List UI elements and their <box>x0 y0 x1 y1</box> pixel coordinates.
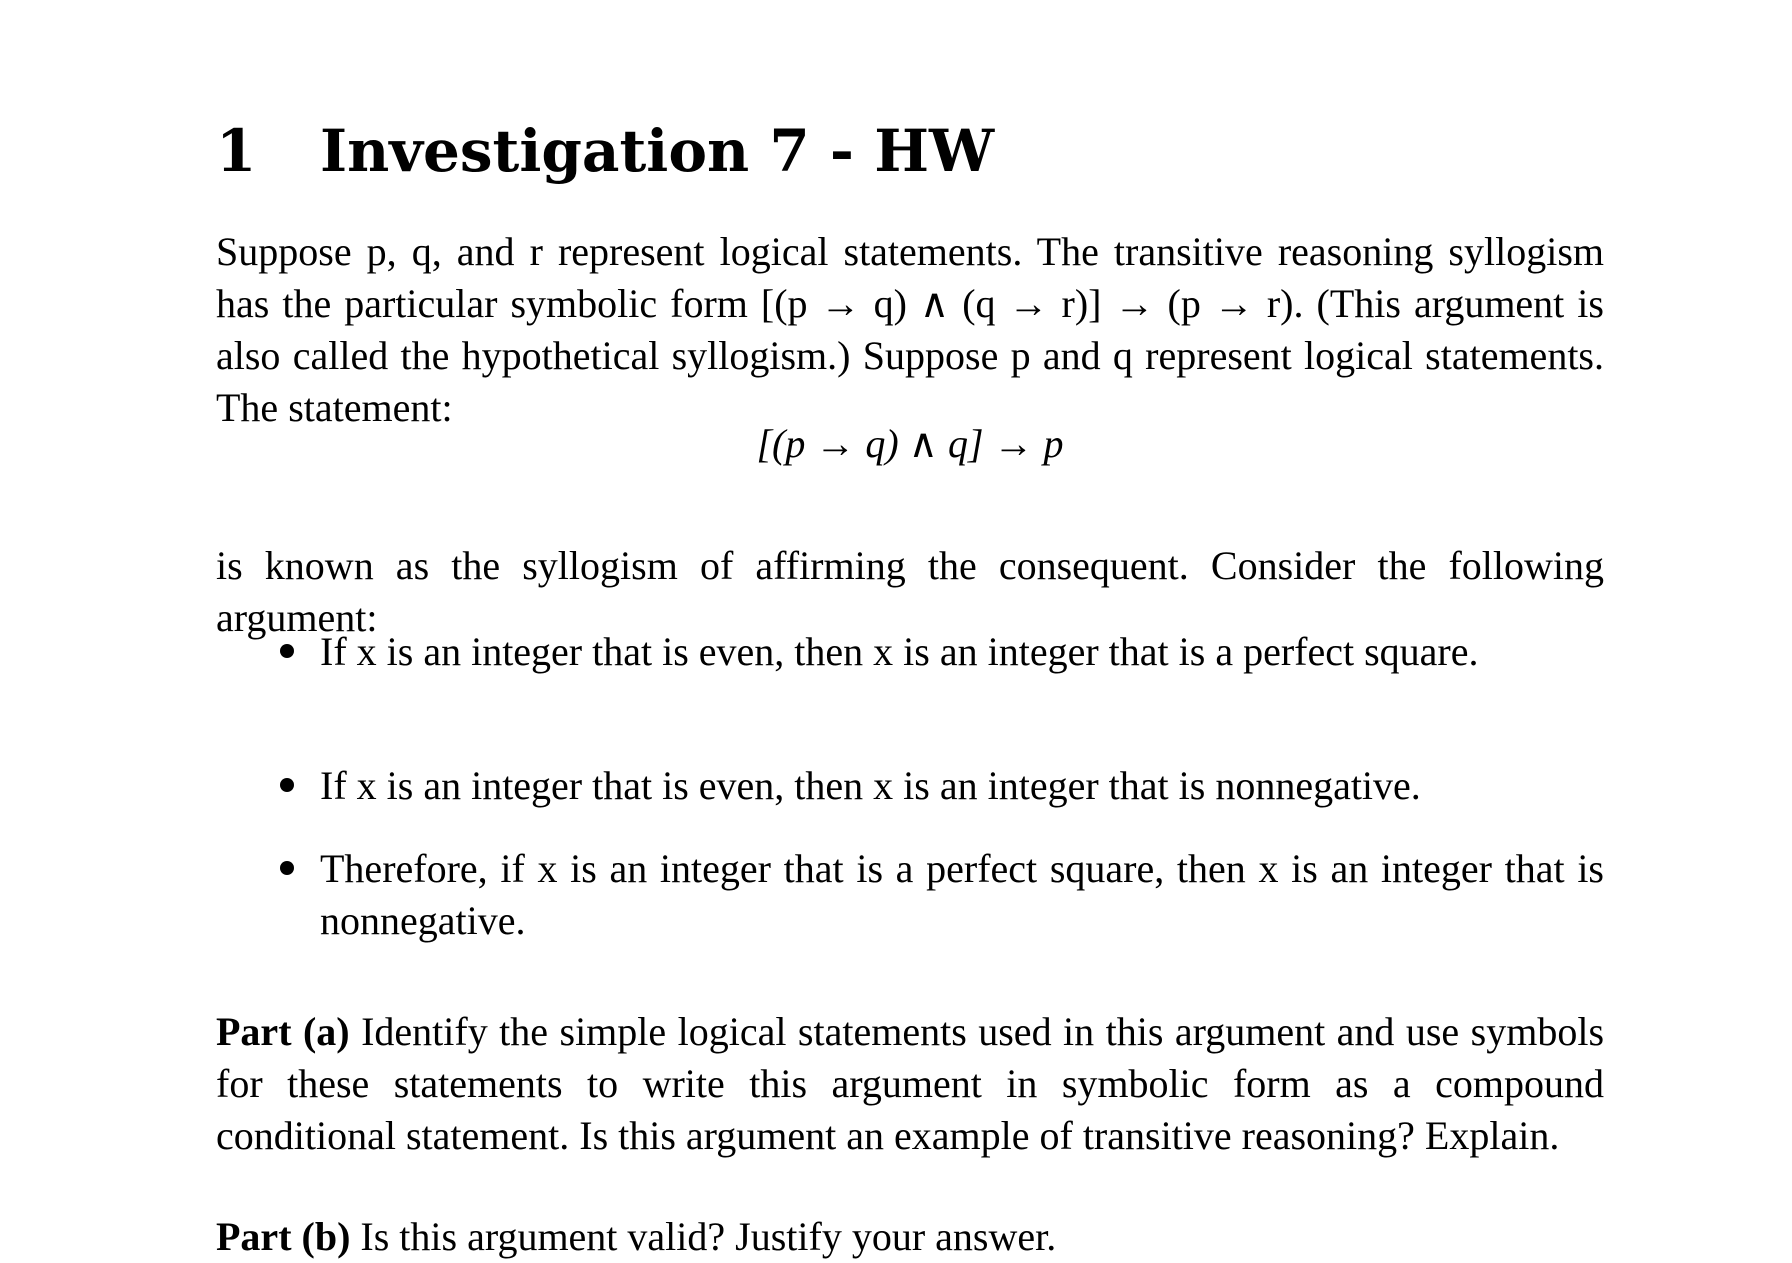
bullet-text: If x is an integer that is even, then x is an integer that is a perfect square. <box>320 629 1479 674</box>
section-number: 1 <box>216 116 257 185</box>
part-a-paragraph <box>216 1006 1604 1162</box>
bullet-text: Therefore, if x is an integer that is a perfect square, then x is an integer that is nonnegative. <box>320 846 1604 943</box>
part-a-text: Identify the simple logical statements used in this argument and use symbols for these statements to write this argument in symbolic form as a compound conditional statement. Is this argument an example of transitive reasoning? Explain. <box>216 1009 1605 1158</box>
bullet-icon <box>280 778 294 792</box>
document-page <box>216 0 1604 1258</box>
part-b-label: Part (b) <box>216 1214 351 1259</box>
intro-paragraph: Suppose p, q, and r represent logical statements. The transitive reasoning syllogism has the particular symbolic form [(p → q) ∧ (q → r)] → (p → r). (This argument is also called the hypothetical syllogism.) Suppose p and q represent logical statements. The statement: <box>216 229 1604 430</box>
section-heading <box>216 113 994 189</box>
part-b-text: Is this argument valid? Justify your answer. <box>360 1214 1057 1259</box>
bullet-icon <box>280 644 294 658</box>
bullet-text: If x is an integer that is even, then x is an integer that is nonnegative. <box>320 763 1421 808</box>
affirming-consequent-paragraph: is known as the syllogism of affirming the consequent. Consider the following argument: <box>216 543 1604 640</box>
bullet-icon <box>280 861 294 875</box>
part-a-label: Part (a) <box>216 1009 350 1054</box>
display-formula: [(p → q) ∧ q] → p <box>756 421 1064 466</box>
part-b-paragraph <box>216 1211 1604 1263</box>
section-title: Investigation 7 - HW <box>320 116 995 185</box>
